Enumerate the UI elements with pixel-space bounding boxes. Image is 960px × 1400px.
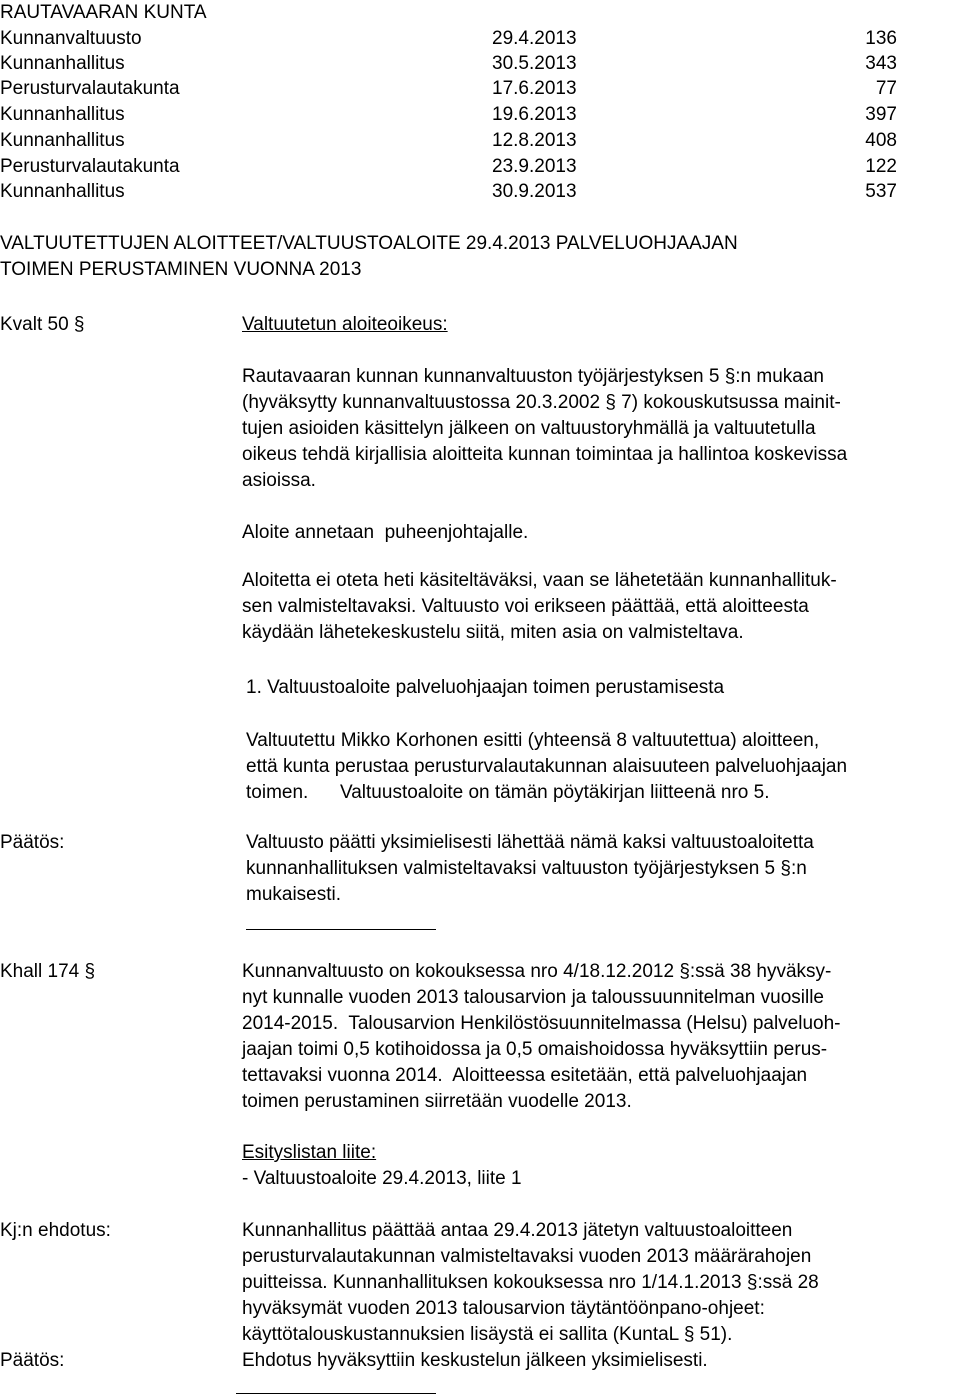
khall-para-line: Kunnanvaltuusto on kokouksessa nro 4/18.12.2012 §:ssä 38 hyväksy- bbox=[242, 961, 832, 982]
kvalt-para4-line: toimen. Valtuustoaloite on tämän pöytäkirjan liitteenä nro 5. bbox=[246, 782, 770, 803]
meeting-date: 12.8.2013 bbox=[492, 130, 577, 151]
kvalt-para1-line: Rautavaaran kunnan kunnanvaltuuston työjärjestyksen 5 §:n mukaan bbox=[242, 366, 824, 387]
meeting-body: Kunnanhallitus bbox=[0, 130, 125, 151]
kvalt-para4-line: Valtuutettu Mikko Korhonen esitti (yhteensä 8 valtuutettua) aloitteen, bbox=[246, 730, 820, 751]
end-divider bbox=[236, 1393, 436, 1394]
proposal-line: Kunnanhallitus päättää antaa 29.4.2013 jätetyn valtuustoaloitteen bbox=[242, 1220, 793, 1241]
proposal-line: perusturvalautakunnan valmisteltavaksi vuoden 2013 määrärahojen bbox=[242, 1246, 812, 1267]
meeting-section-number: 537 bbox=[865, 181, 897, 202]
proposal-line: puitteissa. Kunnanhallituksen kokouksessa nro 1/14.1.2013 §:ssä 28 bbox=[242, 1272, 819, 1293]
meeting-body: Kunnanvaltuusto bbox=[0, 28, 142, 49]
kvalt-para1-line: asioissa. bbox=[242, 470, 316, 491]
khall-para-line: 2014-2015. Talousarvion Henkilöstösuunnitelmassa (Helsu) palveluoh- bbox=[242, 1013, 841, 1034]
section-divider bbox=[246, 929, 436, 930]
aloiteoikeus-heading: Valtuutetun aloiteoikeus: bbox=[242, 314, 448, 335]
khall-para-line: jaajan toimi 0,5 kotihoidossa ja 0,5 omaishoidossa hyväksyttiin perus- bbox=[242, 1039, 828, 1060]
kvalt-para3-line: sen valmisteltavaksi. Valtuusto voi erikseen päättää, että aloitteesta bbox=[242, 596, 809, 617]
meeting-date: 19.6.2013 bbox=[492, 104, 577, 125]
municipality-name: RAUTAVAARAN KUNTA bbox=[0, 2, 207, 23]
kvalt-para3-line: käydään lähetekeskustelu siitä, miten asia on valmisteltava. bbox=[242, 622, 744, 643]
title-line-1: VALTUUTETTUJEN ALOITTEET/VALTUUSTOALOITE 29.4.2013 PALVELUOHJAAJAN bbox=[0, 233, 738, 254]
meeting-section-number: 122 bbox=[865, 156, 897, 177]
kvalt-para1-line: (hyväksytty kunnanvaltuustossa 20.3.2002 § 7) kokouskutsussa mainit- bbox=[242, 392, 841, 413]
kvalt-decision-label: Päätös: bbox=[0, 832, 65, 853]
khall-para-line: tettavaksi vuonna 2014. Aloitteessa esitetään, että palveluohjaajan bbox=[242, 1065, 808, 1086]
khall-reference: Khall 174 § bbox=[0, 961, 96, 982]
proposal-line: hyväksymät vuoden 2013 talousarvion täytäntöönpano-ohjeet: bbox=[242, 1298, 765, 1319]
meeting-date: 29.4.2013 bbox=[492, 28, 577, 49]
proposal-label: Kj:n ehdotus: bbox=[0, 1220, 111, 1241]
kvalt-decision-line: kunnanhallituksen valmisteltavaksi valtuuston työjärjestyksen 5 §:n bbox=[246, 858, 807, 879]
kvalt-para4-line: että kunta perustaa perusturvalautakunnan alaisuuteen palveluohjaajan bbox=[246, 756, 848, 777]
attachment-heading: Esityslistan liite: bbox=[242, 1142, 377, 1163]
initiative-item-1: 1. Valtuustoaloite palveluohjaajan toimen perustamisesta bbox=[246, 677, 725, 698]
meeting-body: Kunnanhallitus bbox=[0, 181, 125, 202]
meeting-section-number: 343 bbox=[865, 53, 897, 74]
meeting-date: 30.5.2013 bbox=[492, 53, 577, 74]
meeting-section-number: 136 bbox=[865, 28, 897, 49]
meeting-date: 17.6.2013 bbox=[492, 78, 577, 99]
meeting-section-number: 408 bbox=[865, 130, 897, 151]
kvalt-para2: Aloite annetaan puheenjohtajalle. bbox=[242, 522, 529, 543]
kvalt-reference: Kvalt 50 § bbox=[0, 314, 85, 335]
khall-para-line: toimen perustaminen siirretään vuodelle 2013. bbox=[242, 1091, 632, 1112]
khall-decision-label: Päätös: bbox=[0, 1350, 65, 1371]
kvalt-decision-line: mukaisesti. bbox=[246, 884, 342, 905]
kvalt-para3-line: Aloitetta ei oteta heti käsiteltäväksi, vaan se lähetetään kunnanhallituk- bbox=[242, 570, 837, 591]
title-line-2: TOIMEN PERUSTAMINEN VUONNA 2013 bbox=[0, 259, 362, 280]
meeting-body: Perusturvalautakunta bbox=[0, 156, 180, 177]
meeting-date: 30.9.2013 bbox=[492, 181, 577, 202]
meeting-date: 23.9.2013 bbox=[492, 156, 577, 177]
kvalt-decision-line: Valtuusto päätti yksimielisesti lähettää nämä kaksi valtuustoaloitetta bbox=[246, 832, 814, 853]
kvalt-para1-line: tujen asioiden käsittelyn jälkeen on valtuustoryhmällä ja valtuutetulla bbox=[242, 418, 816, 439]
meeting-body: Perusturvalautakunta bbox=[0, 78, 180, 99]
khall-decision: Ehdotus hyväksyttiin keskustelun jälkeen yksimielisesti. bbox=[242, 1350, 708, 1371]
meeting-section-number: 397 bbox=[865, 104, 897, 125]
attachment-item: - Valtuustoaloite 29.4.2013, liite 1 bbox=[242, 1168, 522, 1189]
kvalt-para1-line: oikeus tehdä kirjallisia aloitteita kunnan toimintaa ja hallintoa koskevissa bbox=[242, 444, 848, 465]
meeting-body: Kunnanhallitus bbox=[0, 104, 125, 125]
proposal-line: käyttötalouskustannuksien lisäystä ei sallita (KuntaL § 51). bbox=[242, 1324, 733, 1345]
meeting-section-number: 77 bbox=[875, 78, 897, 99]
khall-para-line: nyt kunnalle vuoden 2013 talousarvion ja taloussuunnitelman vuosille bbox=[242, 987, 824, 1008]
meeting-body: Kunnanhallitus bbox=[0, 53, 125, 74]
